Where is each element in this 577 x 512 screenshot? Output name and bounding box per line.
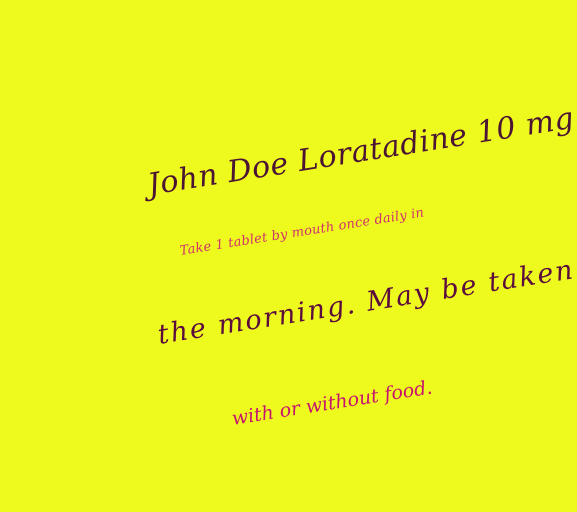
dosage-instruction-line: Take 1 tablet by mouth once daily in [178, 205, 426, 259]
food-instruction-line: with or without food. [230, 376, 434, 430]
patient-drug-line: John Doe Loratadine 10 mg [145, 100, 577, 203]
timing-instruction-line: the morning. May be taken [155, 254, 577, 351]
